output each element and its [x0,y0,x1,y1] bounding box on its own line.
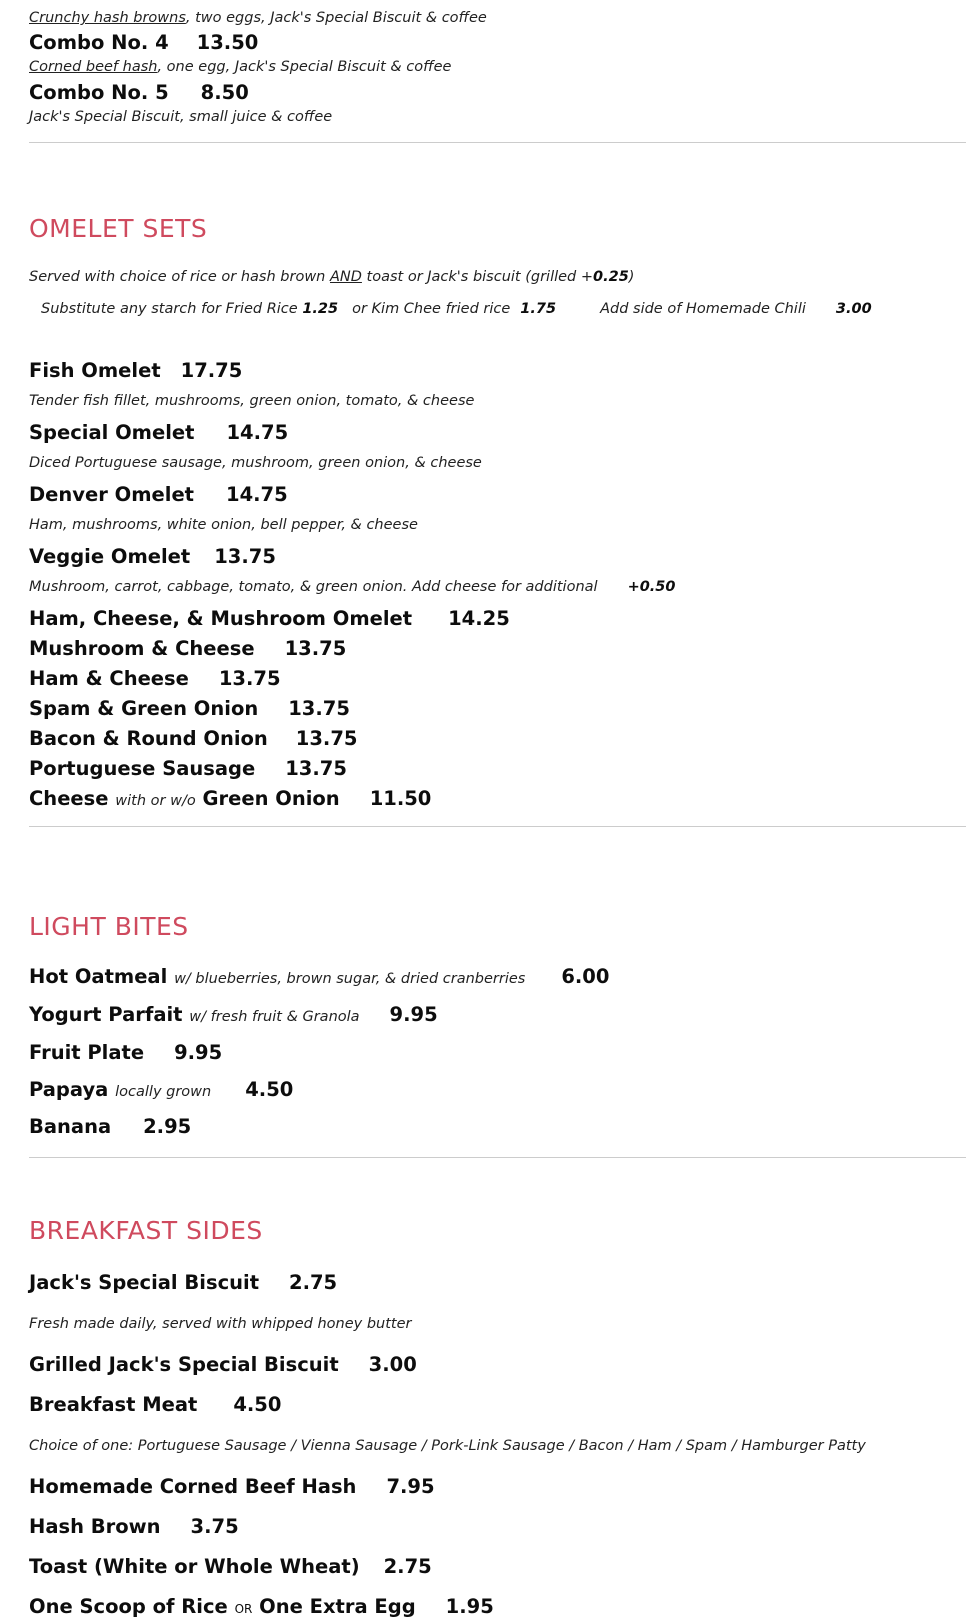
light-item-parfait: Yogurt Parfait w/ fresh fruit & Granola 9.95 [29,1003,438,1026]
omelet-served-note: Served with choice of rice or hash brown AND toast or Jack's biscuit (grilled +0.25) [29,269,635,285]
side-item-hash-brown: Hash Brown 3.75 [29,1515,239,1538]
light-item-fruit-plate: Fruit Plate 9.95 [29,1041,223,1064]
side-item-toast: Toast (White or Whole Wheat) 2.75 [29,1555,432,1578]
omelet-desc-special: Diced Portuguese sausage, mushroom, green onion, & cheese [29,455,482,471]
combo-5-price: 8.50 [200,81,249,104]
light-item-oatmeal: Hot Oatmeal w/ blueberries, brown sugar, & dried cranberries 6.00 [29,965,610,988]
omelet-item-veggie: Veggie Omelet 13.75 [29,545,276,568]
omelet-item-special: Special Omelet 14.75 [29,421,289,444]
combo-5-item: Combo No. 5 8.50 [29,81,249,104]
omelet-item-bacon-round-onion: Bacon & Round Onion 13.75 [29,727,358,750]
side-item-biscuit: Jack's Special Biscuit 2.75 [29,1271,338,1294]
section-divider [29,1157,966,1158]
combo-3-description: Crunchy hash browns, two eggs, Jack's Special Biscuit & coffee [29,10,487,26]
omelet-desc-denver: Ham, mushrooms, white onion, bell pepper, & cheese [29,517,418,533]
combo-4-price: 13.50 [196,31,259,54]
light-item-banana: Banana 2.95 [29,1115,192,1138]
combo-4-item: Combo No. 4 13.50 [29,31,259,54]
omelet-item-fish: Fish Omelet 17.75 [29,359,243,382]
omelet-item-ham-cheese-mushroom: Ham, Cheese, & Mushroom Omelet 14.25 [29,607,510,630]
omelet-item-ham-cheese: Ham & Cheese 13.75 [29,667,281,690]
omelet-substitute-note: Substitute any starch for Fried Rice 1.25 or Kim Chee fried rice 1.75 Add side of Homemade Chili 3.00 [41,301,872,317]
combo-3-link: Crunchy hash browns [29,10,186,26]
combo-5-description: Jack's Special Biscuit, small juice & coffee [29,109,333,125]
section-divider [29,142,966,143]
combo-4-link: Corned beef hash [29,59,158,75]
section-title-light-bites: LIGHT BITES [29,912,189,941]
omelet-item-denver: Denver Omelet 14.75 [29,483,288,506]
light-item-papaya: Papaya locally grown 4.50 [29,1078,294,1101]
section-title-omelet: OMELET SETS [29,214,208,243]
omelet-item-mushroom-cheese: Mushroom & Cheese 13.75 [29,637,347,660]
omelet-item-cheese: Cheese with or w/o Green Onion 11.50 [29,787,432,810]
omelet-item-portuguese-sausage: Portuguese Sausage 13.75 [29,757,347,780]
omelet-item-spam-green-onion: Spam & Green Onion 13.75 [29,697,350,720]
omelet-desc-fish: Tender fish fillet, mushrooms, green onion, tomato, & cheese [29,393,475,409]
section-title-breakfast-sides: BREAKFAST SIDES [29,1216,263,1245]
side-item-corned-beef-hash: Homemade Corned Beef Hash 7.95 [29,1475,435,1498]
side-item-rice-or-egg: One Scoop of Rice or One Extra Egg 1.95 [29,1595,494,1618]
side-desc-biscuit: Fresh made daily, served with whipped honey butter [29,1316,412,1332]
omelet-desc-veggie: Mushroom, carrot, cabbage, tomato, & green onion. Add cheese for additional +0.50 [29,579,676,595]
side-desc-breakfast-meat: Choice of one: Portuguese Sausage / Vienna Sausage / Pork-Link Sausage / Bacon / Ham / Spam / Hamburger Patty [29,1438,866,1454]
side-item-grilled-biscuit: Grilled Jack's Special Biscuit 3.00 [29,1353,417,1376]
side-item-breakfast-meat: Breakfast Meat 4.50 [29,1393,282,1416]
combo-4-description: Corned beef hash, one egg, Jack's Special Biscuit & coffee [29,59,452,75]
section-divider [29,826,966,827]
